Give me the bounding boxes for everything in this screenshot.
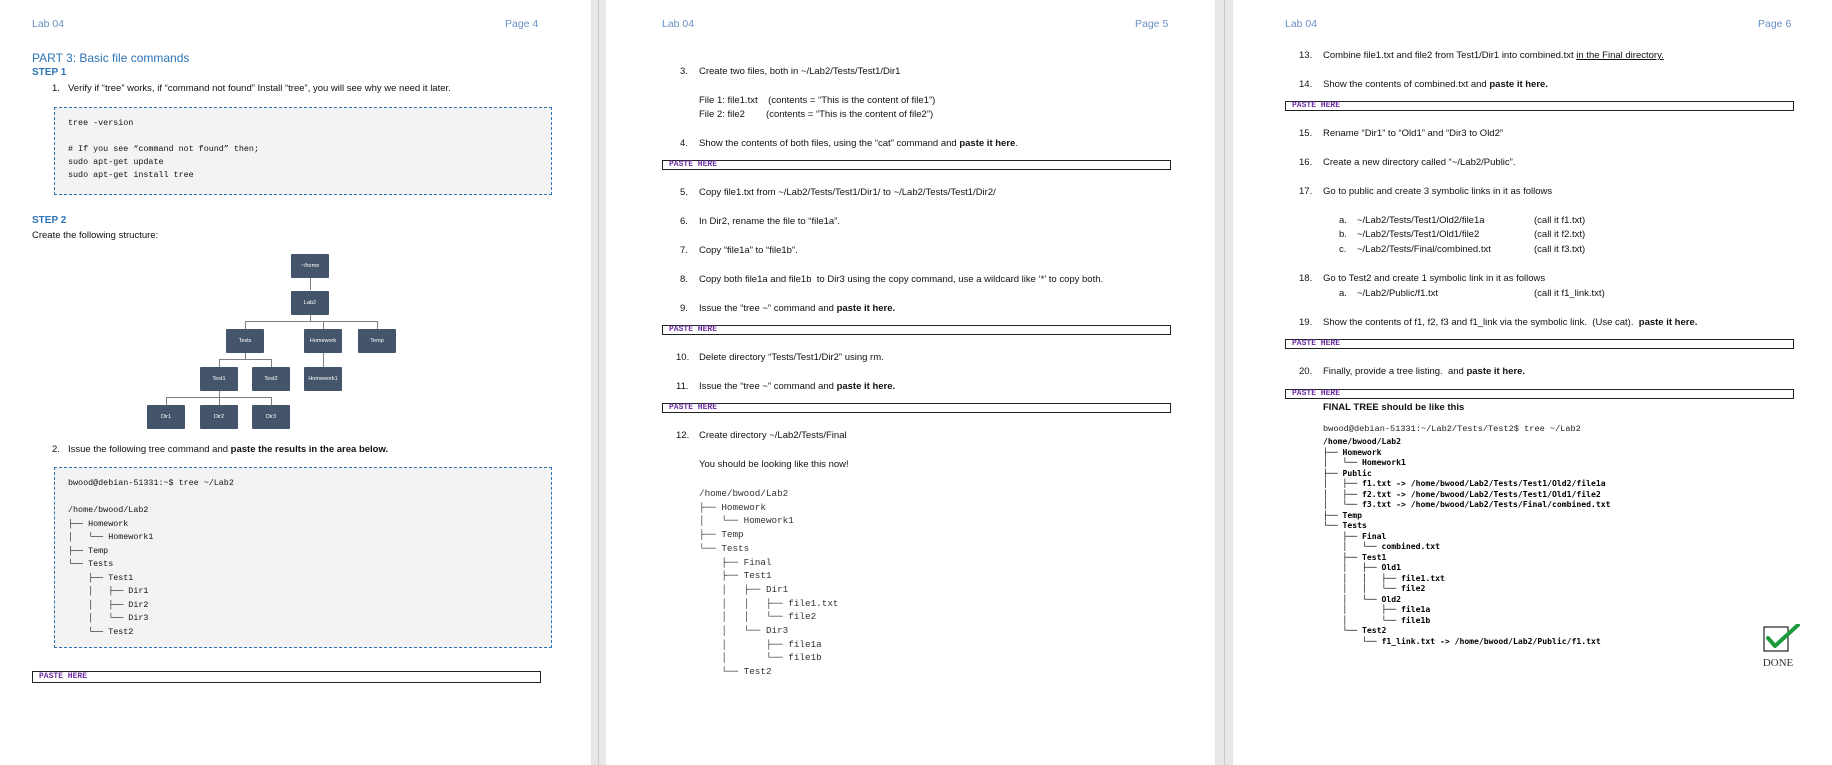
item-text: Create two files, both in ~/Lab2/Tests/Test1/Dir1 [699,66,901,77]
connector [323,353,324,367]
item-text: Go to public and create 3 symbolic links in it as follows [1323,186,1553,197]
node-dir1: Dir1 [147,405,185,429]
sub-item-call: (call it f3.txt) [1534,244,1586,255]
connector [377,321,378,329]
item-text: In Dir2, rename the file to “file1a”. [699,216,840,227]
paste-area[interactable]: PASTE HERE [32,671,541,683]
item-number: 15. [1299,128,1313,139]
item-text: Show the contents of combined.txt and paste it here. [1323,79,1548,90]
sub-item-number: a. [1339,288,1347,299]
sub-item-call: (call it f2.txt) [1534,229,1586,240]
node-homework1: Homework1 [304,367,342,391]
final-tree: /home/bwood/Lab2 ├── Homework │ └── Homework1 ├── Public │ ├── f1.txt -> /home/bwood/Lab2/Tests/Test1/Old2/file1a │ ├── f2.txt -> /home/bwood/Lab2/Tests/Test1/Old1/file2 │ └── f3.txt -> /home/bwood/Lab2/Tests/Final/combined.txt ├── Temp └── Tests ├── Final │ └── combined.txt ├── Test1 │ ├── Old1 │ │ ├── file1.txt │ │ └── file2 │ └── Old2 │ ├── file1a │ └── file1b └── Test2 └── f1_link.txt -> /home/bwood/Lab2/Public/f1.txt [1323,436,1611,646]
page-gap [1224,0,1225,765]
node-homework: Homework [304,329,342,353]
item-text: Create directory ~/Lab2/Tests/Final [699,430,847,441]
instruction-text: You should be looking like this now! [699,459,849,470]
connector [245,321,246,329]
header-left: Lab 04 [1285,18,1318,30]
item-number: 12. [676,430,690,441]
node-home: ~/home [291,254,329,278]
paste-area[interactable]: PASTE HERE [1285,339,1794,349]
done-label: DONE [1762,657,1794,669]
page-5 [606,0,1215,765]
paste-area[interactable]: PASTE HERE [662,403,1171,413]
sub-item-number: c. [1339,244,1347,255]
header-right: Page 5 [1135,18,1169,30]
paste-area[interactable]: PASTE HERE [662,160,1171,170]
connector [166,397,167,405]
paste-area[interactable]: PASTE HERE [1285,101,1794,111]
terminal-prompt: bwood@debian-51331:~/Lab2/Tests/Test2$ tree ~/Lab2 [1323,424,1581,434]
paste-area[interactable]: PASTE HERE [662,325,1171,335]
item-text: Create a new directory called “~/Lab2/Public”. [1323,157,1516,168]
checkmark-icon [1758,624,1802,652]
page-4 [0,0,591,765]
node-lab2: Lab2 [291,291,329,315]
item-number: 2. [52,444,60,455]
header-left: Lab 04 [32,18,65,30]
step2-text: Create the following structure: [32,230,159,241]
item-number: 13. [1299,50,1313,61]
file2-line: File 2: file2 (contents = “This is the content of file2”) [699,109,934,120]
connector [219,359,220,367]
item-number: 1. [52,83,60,94]
connector [323,321,324,329]
node-temp: Temp [358,329,396,353]
connector [219,397,220,405]
item-text: Copy “file1a” to “file1b”. [699,245,798,256]
item-number: 19. [1299,317,1313,328]
connector [271,359,272,367]
item-number: 7. [680,245,688,256]
sub-item-call: (call it f1_link.txt) [1534,288,1605,299]
item-number: 5. [680,187,688,198]
sub-item-path: ~/Lab2/Tests/Test1/Old1/file2 [1357,229,1480,240]
connector [271,397,272,405]
item-number: 14. [1299,79,1313,90]
item-text: Combine file1.txt and file2 from Test1/Dir1 into combined.txt in the Final directory. [1323,50,1664,61]
item-number: 20. [1299,366,1313,377]
step1-heading: STEP 1 [32,67,67,78]
item-text: Copy file1.txt from ~/Lab2/Tests/Test1/Dir1/ to ~/Lab2/Tests/Test1/Dir2/ [699,187,996,198]
code-text: tree -version # If you see “command not found” then; sudo apt-get update sudo apt-get install tree [68,118,259,180]
node-test2: Test2 [252,367,290,391]
item-text: Rename “Dir1” to “Old1” and “Dir3 to Old2” [1323,128,1504,139]
step2-heading: STEP 2 [32,215,67,226]
code-text: bwood@debian-51331:~$ tree ~/Lab2 /home/bwood/Lab2 ├── Homework │ └── Homework1 ├── Temp └── Tests ├── Test1 │ ├── Dir1 │ ├── Dir2 │ └── Dir3 └── Test2 [68,478,234,637]
item-text: Go to Test2 and create 1 symbolic link in it as follows [1323,273,1546,284]
item-number: 18. [1299,273,1313,284]
sub-item-number: a. [1339,215,1347,226]
code-block [54,467,552,648]
item-text: Issue the “tree ~” command and paste it here. [699,381,896,392]
node-dir2: Dir2 [200,405,238,429]
page-gap [598,0,599,765]
sub-item-path: ~/Lab2/Tests/Final/combined.txt [1357,244,1491,255]
node-test1: Test1 [200,367,238,391]
item-text: Verify if “tree” works, if “command not found” Install “tree”, you will see why we need it later. [68,83,451,94]
sub-item-call: (call it f1.txt) [1534,215,1586,226]
item-text: Finally, provide a tree listing. and paste it here. [1323,366,1526,377]
header-left: Lab 04 [662,18,695,30]
part-title: PART 3: Basic file commands [32,51,190,65]
item-number: 10. [676,352,690,363]
header-right: Page 4 [505,18,539,30]
connector [219,359,271,360]
sub-item-number: b. [1339,229,1347,240]
item-text: Issue the following tree command and paste the results in the area below. [68,444,389,455]
paste-area[interactable]: PASTE HERE [1285,389,1794,399]
item-text: Copy both file1a and file1b to Dir3 using the copy command, use a wildcard like ‘*’ to copy both. [699,274,1104,285]
connector [310,278,311,290]
item-number: 6. [680,216,688,227]
item-number: 11. [676,381,689,392]
item-number: 17. [1299,186,1313,197]
item-text: Show the contents of f1, f2, f3 and f1_link via the symbolic link. (Use cat). paste it here. [1323,317,1698,328]
item-text: Issue the “tree ~” command and paste it here. [699,303,896,314]
sub-item-path: ~/Lab2/Tests/Test1/Old2/file1a [1357,215,1485,226]
item-number: 4. [680,138,688,149]
sub-item-path: ~/Lab2/Public/f1.txt [1357,288,1439,299]
file1-line: File 1: file1.txt (contents = “This is the content of file1”) [699,95,936,106]
header-right: Page 6 [1758,18,1792,30]
code-block [54,107,552,195]
final-tree-title: FINAL TREE should be like this [1323,402,1465,413]
node-dir3: Dir3 [252,405,290,429]
item-number: 8. [680,274,688,285]
item-number: 16. [1299,157,1313,168]
item-number: 3. [680,66,688,77]
connector [245,321,377,322]
node-tests: Tests [226,329,264,353]
done-stamp [1758,624,1802,669]
expected-tree: /home/bwood/Lab2 ├── Homework │ └── Homework1 ├── Temp └── Tests ├── Final ├── Test1 │ ├── Dir1 │ │ ├── file1.txt │ │ └── file2 │ └── Dir3 │ ├── file1a │ └── file1b └── Test2 [699,488,839,678]
item-number: 9. [680,303,688,314]
page-6 [1233,0,1832,765]
item-text: Show the contents of both files, using the “cat” command and paste it here. [699,138,1018,149]
item-text: Delete directory “Tests/Test1/Dir2” using rm. [699,352,884,363]
